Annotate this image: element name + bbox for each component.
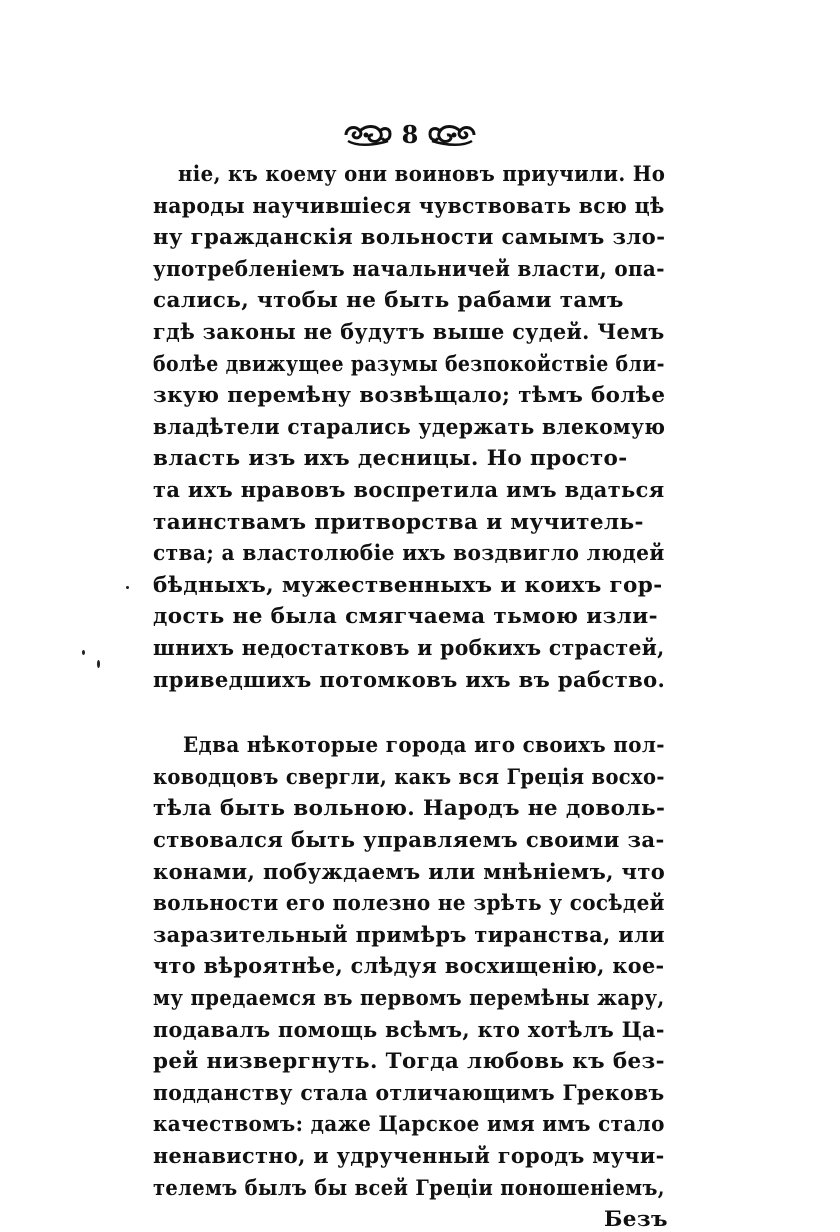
text-line: подданству стала отличающимъ Грековъ (153, 1080, 665, 1106)
text-line: качествомъ: даже Царское имя имъ стало (153, 1112, 665, 1138)
text-line: таинствамъ притворства и мучитель- (153, 509, 644, 535)
right-ornament-icon (426, 122, 478, 148)
text-line: Едва нѣкоторые города иго своихъ пол- (183, 733, 665, 759)
text-line: владѣтели старались удержать влекомую (153, 414, 666, 440)
text-line: сались, чтобы не быть рабами тамъ (153, 288, 624, 314)
text-line: ства; а властолюбіе ихъ воздвигло людей (153, 541, 665, 567)
text-line: дость не была смягчаема тьмою изли- (153, 604, 658, 630)
print-speck (82, 650, 85, 655)
text-line: болѣе движущее разумы безпокойствіе бли- (153, 351, 665, 377)
text-line: власть изъ ихъ десницы. Но просто- (153, 446, 628, 472)
text-line: употребленіемъ начальничей власти, опа- (153, 256, 665, 282)
text-line: телемъ былъ бы всей Греціи поношеніемъ, (153, 1175, 665, 1201)
text-line: подавалъ помощь всѣмъ, кто хотѣлъ Ца- (153, 1017, 665, 1043)
text-line: тѣла быть вольною. Народъ не доволь- (153, 796, 666, 822)
text-line: приведшихъ потомковъ ихъ въ рабство. (153, 667, 666, 693)
text-line: зкую перемѣну возвѣщало; тѣмъ болѣе (153, 383, 666, 409)
text-line: рей низвергнуть. Тогда любовь къ без- (153, 1049, 665, 1075)
text-line: му предаемся въ первомъ перемѣны жару, (153, 986, 665, 1011)
text-line: ненавистно, и удрученный городъ мучи- (153, 1144, 665, 1169)
catchword: Безъ (604, 1207, 668, 1232)
text-line: ніе, къ коему они воиновъ приучили. Но (178, 162, 666, 187)
page-header (340, 118, 480, 152)
text-line: та ихъ нравовъ воспретила имъ вдаться (153, 478, 665, 503)
print-speck (126, 586, 129, 589)
text-line: что вѣроятнѣе, слѣдуя восхищенію, кое- (153, 954, 665, 980)
text-line: гдѣ законы не будутъ выше судей. Чемъ (153, 320, 665, 345)
left-ornament-icon (342, 122, 394, 148)
text-line: бѣдныхъ, мужественныхъ и коихъ гор- (153, 572, 663, 598)
text-line: вольности его полезно не зрѣть у сосѣдей (153, 891, 665, 917)
text-line: ну гражданскія вольности самымъ зло- (153, 225, 666, 251)
text-line: ководцовъ свергли, какъ вся Греція восхо- (153, 764, 665, 790)
print-speck (97, 660, 100, 668)
text-line: шнихъ недостатковъ и робкихъ страстей, (153, 636, 665, 661)
text-line: заразительный примѣръ тиранства, или (153, 922, 665, 948)
page-number: 8 (401, 120, 419, 149)
text-line: народы научившіеся чувствовать всю цѣ (153, 193, 665, 219)
text-line: ствовался быть управляемъ своими за- (153, 828, 665, 853)
text-line: конами, побуждаемъ или мнѣніемъ, что (153, 859, 666, 885)
